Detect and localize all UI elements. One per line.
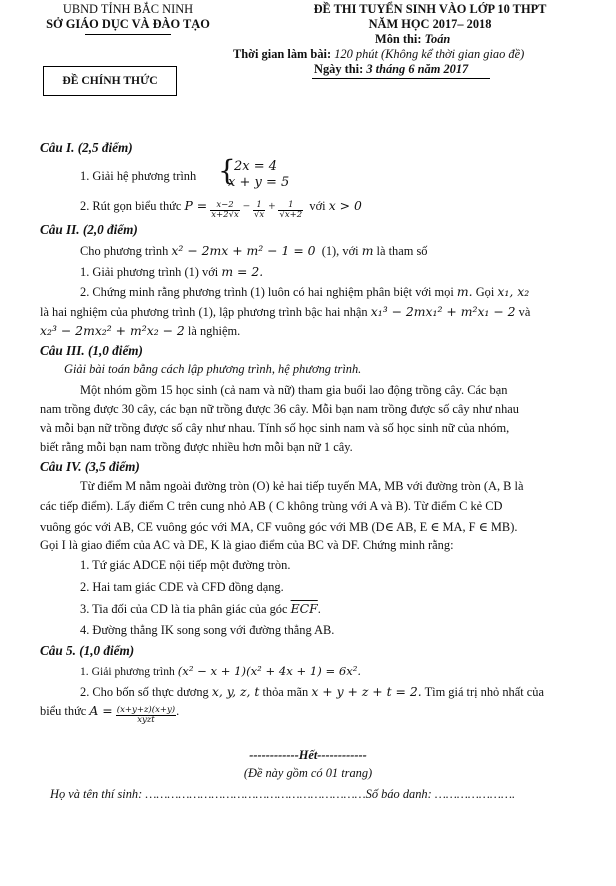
q4-item3: 3. Tia đối của CD là tia phân giác của góc $\overline{ECF}$. (80, 601, 321, 616)
q4-item1: 1. Tứ giác ADCE nội tiếp một đường tròn. (80, 558, 291, 572)
q4-line4: Gọi I là giao điểm của AC và DE, K là giao điểm của BC và DF. Chứng minh rằng: (40, 538, 454, 552)
date-line (314, 62, 468, 77)
q2-item2-line2-and: và (518, 305, 531, 319)
q1-item2-text: 2. Rút gọn biểu thức (80, 199, 182, 213)
date-underline (312, 78, 490, 79)
q2-item2-line1-x: x₁, x₂ (497, 284, 530, 299)
q4-title: Câu IV. (3,5 điểm) (40, 459, 140, 474)
p-lhs: P = (184, 198, 208, 213)
q4-line1: Từ điểm M nằm ngoài đường tròn (O) kẻ hai tiếp tuyến MA, MB với đường tròn (A, B là (80, 479, 524, 493)
fraction-3 (278, 201, 303, 220)
q2-item1-pre: 1. Giải phương trình (1) với (80, 265, 219, 279)
q2-item2-line2 (40, 304, 530, 320)
q3-line3: và mỗi bạn nữ trồng được số cây như nhau. Tính số học sinh nam và số học sinh nữ của nhóm, (40, 421, 510, 435)
page-note: (Đề này gồm có 01 trang) (243, 766, 373, 780)
fraction-2 (253, 201, 265, 220)
q4-item3-pre: 3. Tia đối của CD là tia phân giác của góc (80, 602, 288, 616)
q2-item2-line2-pre: là hai nghiệm của phương trình (1), lập phương trình bậc hai nhận (40, 305, 368, 319)
q4-item2: 2. Hai tam giác CDE và CFD đồng dạng. (80, 580, 284, 594)
q5-item2-vars: x, y, z, t (211, 684, 260, 699)
exam-title: ĐỀ THI TUYỂN SINH VÀO LỚP 10 THPT (313, 2, 547, 16)
q5-item2-line1-pre: 2. Cho bốn số thực dương (80, 685, 209, 699)
q3-line2: nam trồng được 30 cây, các bạn nữ trồng được 36 cây. Mỗi bạn nam trồng được số cây như nhau (40, 402, 519, 416)
subject-value: Toán (424, 32, 451, 46)
a-num: (x+y+z)(x+y) (116, 705, 176, 715)
cond-pre: với (309, 199, 326, 213)
q5-title: Câu 5. (1,0 điểm) (40, 643, 135, 658)
a-den: xyzt (137, 715, 155, 725)
q4-item4: 4. Đường thẳng IK song song với đường thẳng AB. (80, 623, 335, 637)
q2-item2-line3 (40, 323, 240, 339)
q2-intro-end: là tham số (376, 244, 428, 258)
q5-item1-pre: 1. Giải phương trình (80, 665, 175, 678)
q2-intro (80, 243, 427, 259)
candidate-info-line: Họ và tên thí sinh: ……………………………………………………Số báo danh: …………………. (50, 787, 516, 801)
subject-label: Môn thi: (375, 32, 422, 46)
f3-num: 1 (278, 201, 303, 211)
q5-item2-end: Tìm giá trị nhỏ nhất của (424, 685, 544, 699)
date-label: Ngày thi: (314, 62, 364, 76)
date-value: 3 tháng 6 năm 2017 (366, 62, 469, 76)
q2-item2-line1 (80, 284, 529, 300)
q2-intro-m: m (361, 243, 374, 258)
f1-num: x−2 (210, 201, 240, 211)
q2-item2-line2-expr: x₁³ − 2mx₁² + m²x₁ − 2 (370, 304, 516, 319)
official-label: ĐỀ CHÍNH THỨC (62, 74, 158, 87)
a-fraction (116, 706, 176, 725)
q2-intro-pre: Cho phương trình (80, 244, 169, 258)
q1-eq2: x + y = 5 (228, 175, 290, 190)
q5-item1 (80, 664, 361, 678)
q5-item2-sum: x + y + z + t = 2. (311, 684, 422, 699)
q5-item2-mid: thỏa mãn (262, 685, 309, 699)
q5-item2-line2 (40, 703, 179, 725)
duration-line (233, 47, 524, 62)
q2-item2-line1-pre: 2. Chứng minh rằng phương trình (1) luôn có hai nghiệm phân biệt với mọi (80, 285, 454, 299)
q2-item2-line1-m: m. (456, 284, 473, 299)
q3-line1: Một nhóm gồm 15 học sinh (cả nam và nữ) tham gia buổi lao động trồng cây. Các bạn (80, 383, 508, 397)
q1-eq1: 2x = 4 (234, 159, 278, 174)
q1-title: Câu I. (2,5 điểm) (40, 140, 133, 155)
fraction-1 (210, 201, 240, 220)
subject-line (375, 32, 450, 47)
f1-den: x+2√x (211, 210, 239, 220)
q3-title: Câu III. (1,0 điểm) (40, 343, 143, 358)
f3-den: √x+2 (279, 210, 303, 220)
q2-item2-line3-post: là nghiệm. (187, 324, 241, 338)
f2-den: √x (254, 210, 265, 220)
q1-item1-text: 1. Giải hệ phương trình (80, 169, 197, 183)
org-line1: UBND TỈNH BẮC NINH (62, 2, 194, 16)
q4-item3-angle: $\overline{ECF}$ (290, 601, 318, 616)
q2-item2-line1-goi: Gọi (475, 285, 495, 299)
q4-line3: vuông góc với AB, CE vuông góc với MA, CF vuông góc với MB (D∈ AB, E ∈ MA, F ∈ MB). (40, 520, 518, 534)
q2-intro-eq: x² − 2mx + m² − 1 = 0 (171, 243, 316, 258)
q5-item1-eq: (x² − x + 1)(x² + 4x + 1) = 6x². (177, 664, 362, 678)
minus-sign: − (242, 199, 250, 213)
plus-sign: + (268, 199, 276, 213)
q2-title: Câu II. (2,0 điểm) (40, 222, 138, 237)
q3-line4: biết rằng mỗi bạn nam trồng được nhiều hơn mỗi bạn nữ 1 cây. (40, 440, 353, 454)
org-line2: SỞ GIÁO DỤC VÀ ĐÀO TẠO (46, 17, 210, 31)
header-divider (85, 34, 171, 35)
q1-item2 (80, 198, 362, 220)
end-mark: ------------Hết------------ (249, 748, 367, 762)
a-dot: . (176, 704, 180, 718)
q2-intro-post: (1), với (321, 244, 359, 258)
q5-item2-line1 (80, 684, 544, 700)
system-brace: { (218, 154, 236, 187)
cond: x > 0 (328, 198, 362, 213)
q2-item1-eq: m = 2. (221, 264, 264, 279)
q2-item1 (80, 264, 263, 280)
duration-label: Thời gian làm bài: (233, 47, 332, 61)
q2-item2-line3-expr: x₂³ − 2mx₂² + m²x₂ − 2 (40, 323, 185, 338)
duration-value: 120 phút (Không kể thời gian giao đề) (334, 47, 525, 61)
q5-item2-line2-pre: biểu thức (40, 704, 87, 718)
q4-line2: các tiếp điểm). Lấy điểm C trên cung nhỏ AB ( C không trùng với A và B). Từ điểm C kẻ CD (40, 499, 503, 513)
f2-num: 1 (253, 201, 265, 211)
school-year: NĂM HỌC 2017– 2018 (368, 17, 492, 31)
q3-instruction: Giải bài toán bằng cách lập phương trình, hệ phương trình. (64, 362, 362, 376)
a-lhs: A = (89, 703, 113, 718)
